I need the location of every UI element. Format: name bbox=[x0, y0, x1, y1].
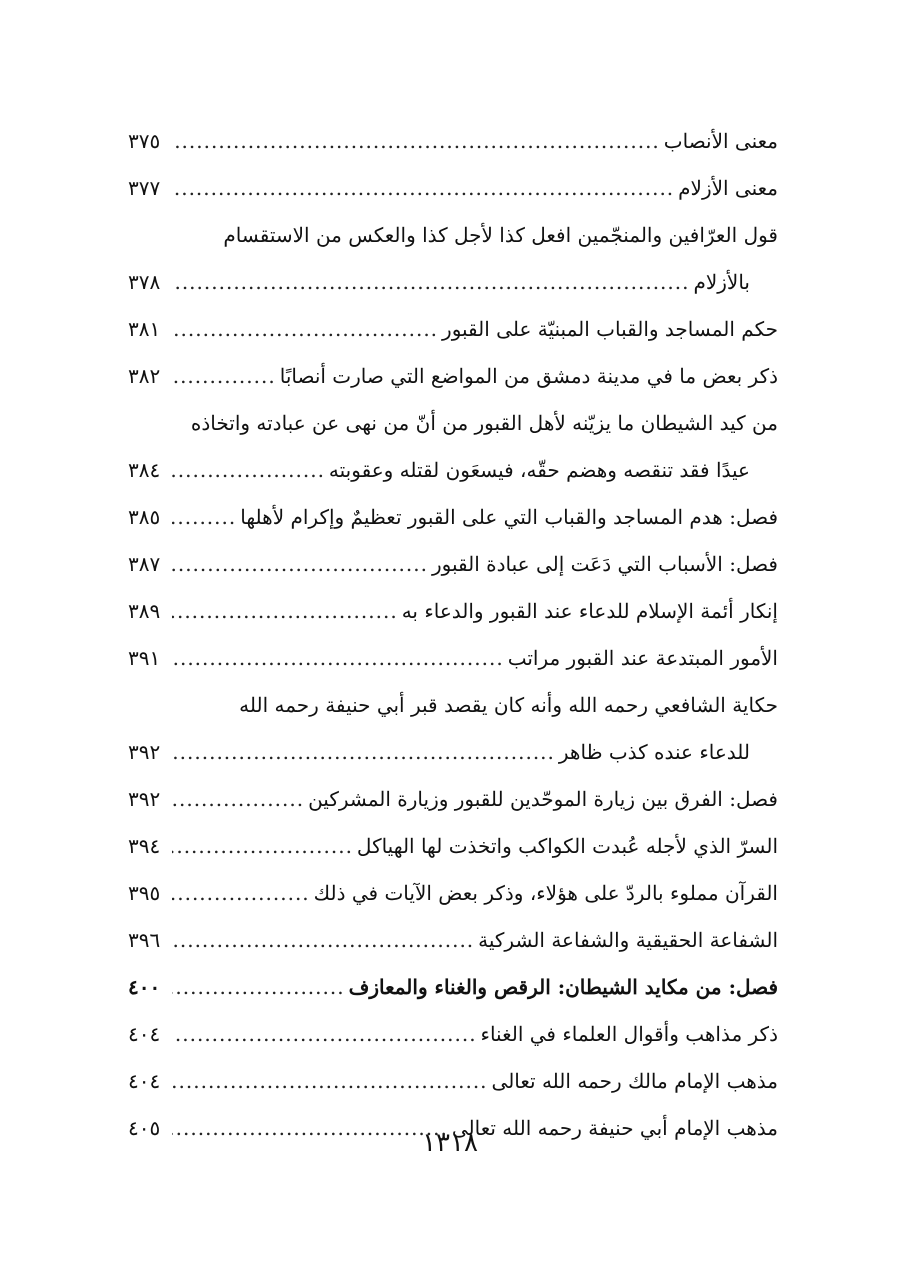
toc-entry-line bbox=[128, 682, 778, 729]
toc-entry-page: ٤٠٥ bbox=[128, 1116, 161, 1140]
toc-entry-title: للدعاء عنده كذب ظاهر bbox=[558, 740, 750, 764]
dot-leader bbox=[172, 917, 478, 964]
toc-entry-title: فصل: الفرق بين زيارة الموحّدين للقبور وزيارة المشركين bbox=[308, 787, 778, 811]
toc-entry-title: ذكر بعض ما في مدينة دمشق من المواضع التي صارت أنصابًا bbox=[279, 364, 778, 388]
toc-entry-page: ٤٠٤ bbox=[128, 1022, 161, 1046]
toc-entry bbox=[128, 541, 778, 588]
toc-entry bbox=[128, 917, 778, 964]
toc-entry-line bbox=[128, 870, 778, 917]
toc-entry-page: ٣٧٨ bbox=[128, 270, 161, 294]
dot-leader bbox=[172, 635, 508, 682]
toc-entry-line bbox=[128, 1058, 778, 1105]
toc-entry-line bbox=[128, 964, 778, 1011]
toc-entry-title: معنى الأزلام bbox=[678, 176, 778, 200]
toc-entry bbox=[128, 1058, 778, 1105]
toc-entry-line bbox=[128, 353, 778, 400]
toc-entry-line bbox=[128, 776, 778, 823]
toc-entry-line bbox=[128, 212, 778, 259]
toc-entry-page: ٣٨٢ bbox=[128, 364, 161, 388]
toc-entry-title: السرّ الذي لأجله عُبدت الكواكب واتخذت لها الهياكل bbox=[356, 834, 778, 858]
toc-entry-page: ٣٩٢ bbox=[128, 740, 161, 764]
toc-entry-title: حكاية الشافعي رحمه الله وأنه كان يقصد قبر أبي حنيفة رحمه الله bbox=[239, 693, 778, 717]
toc-entry-page: ٣٧٧ bbox=[128, 176, 161, 200]
toc-entry-title: القرآن مملوء بالردّ على هؤلاء، وذكر بعض الآيات في ذلك bbox=[313, 881, 778, 905]
toc-entry-line bbox=[128, 165, 778, 212]
dot-leader bbox=[172, 964, 349, 1011]
toc-entry-line bbox=[128, 259, 778, 306]
toc-entry bbox=[128, 165, 778, 212]
toc-entry-page: ٣٩٤ bbox=[128, 834, 161, 858]
dot-leader bbox=[172, 447, 329, 494]
dot-leader bbox=[172, 306, 442, 353]
toc-entry-title: مذهب الإمام مالك رحمه الله تعالى bbox=[491, 1069, 778, 1093]
toc-entry-page: ٣٩٢ bbox=[128, 787, 161, 811]
toc-entry-line bbox=[128, 588, 778, 635]
dot-leader bbox=[172, 353, 280, 400]
toc-entry-line bbox=[128, 306, 778, 353]
toc-entry bbox=[128, 682, 778, 776]
toc-entry-title: قول العرّافين والمنجّمين افعل كذا لأجل كذا والعكس من الاستقسام bbox=[223, 223, 778, 247]
toc-entry bbox=[128, 118, 778, 165]
toc-entry-title: بالأزلام bbox=[693, 270, 750, 294]
toc-entry-line bbox=[128, 400, 778, 447]
dot-leader bbox=[172, 541, 432, 588]
dot-leader bbox=[172, 776, 308, 823]
toc-entry-title: من كيد الشيطان ما يزيّنه لأهل القبور من أنّ من نهى عن عبادته واتخاذه bbox=[190, 411, 778, 435]
toc-entry bbox=[128, 964, 778, 1011]
toc-entry-line bbox=[128, 118, 778, 165]
toc-entry-line bbox=[128, 447, 778, 494]
toc-entry bbox=[128, 212, 778, 306]
toc-entry bbox=[128, 1011, 778, 1058]
dot-leader bbox=[172, 870, 314, 917]
toc-entry-page: ٣٨٥ bbox=[128, 505, 161, 529]
toc-entry-title: فصل: من مكايد الشيطان: الرقص والغناء والمعازف bbox=[348, 975, 778, 999]
toc-entry-title: الأمور المبتدعة عند القبور مراتب bbox=[507, 646, 778, 670]
toc-entry-title: فصل: هدم المساجد والقباب التي على القبور تعظيمٌ وإكرام لأهلها bbox=[240, 505, 778, 529]
toc-entry-title: الشفاعة الحقيقية والشفاعة الشركية bbox=[478, 928, 778, 952]
toc-entry bbox=[128, 400, 778, 494]
toc-entry-line bbox=[128, 541, 778, 588]
toc-entry-page: ٤٠٤ bbox=[128, 1069, 161, 1093]
toc-entry-line bbox=[128, 494, 778, 541]
toc-entry-line bbox=[128, 917, 778, 964]
dot-leader bbox=[172, 1011, 481, 1058]
toc-entry bbox=[128, 306, 778, 353]
toc-entry bbox=[128, 776, 778, 823]
table-of-contents bbox=[128, 118, 778, 1152]
toc-entry-title: ذكر مذاهب وأقوال العلماء في الغناء bbox=[480, 1022, 778, 1046]
dot-leader bbox=[172, 165, 678, 212]
dot-leader bbox=[172, 494, 240, 541]
toc-entry-title: معنى الأنصاب bbox=[663, 129, 778, 153]
toc-entry-page: ٣٧٥ bbox=[128, 129, 161, 153]
toc-entry-title: فصل: الأسباب التي دَعَت إلى عبادة القبور bbox=[431, 552, 778, 576]
toc-entry-line bbox=[128, 823, 778, 870]
toc-entry-page: ٣٩٥ bbox=[128, 881, 161, 905]
toc-entry-line bbox=[128, 635, 778, 682]
toc-entry-line bbox=[128, 729, 778, 776]
toc-entry-page: ٣٨٧ bbox=[128, 552, 161, 576]
dot-leader bbox=[172, 588, 402, 635]
page-number: ١٣١٨ bbox=[422, 1128, 478, 1158]
toc-entry-title: إنكار أئمة الإسلام للدعاء عند القبور والدعاء به bbox=[401, 599, 778, 623]
toc-entry-title: مذهب الإمام أبي حنيفة رحمه الله تعالى bbox=[451, 1116, 778, 1140]
toc-entry bbox=[128, 494, 778, 541]
toc-entry-page: ٤٠٠ bbox=[128, 975, 161, 999]
toc-entry-title: حكم المساجد والقباب المبنيّة على القبور bbox=[442, 317, 778, 341]
toc-entry-page: ٣٩١ bbox=[128, 646, 161, 670]
dot-leader bbox=[172, 823, 357, 870]
toc-entry bbox=[128, 353, 778, 400]
toc-entry-page: ٣٨١ bbox=[128, 317, 161, 341]
dot-leader bbox=[172, 259, 693, 306]
toc-entry-title: عيدًا فقد تنقصه وهضم حقّه، فيسعَون لقتله وعقوبته bbox=[328, 458, 750, 482]
dot-leader bbox=[172, 1058, 492, 1105]
toc-entry-page: ٣٨٤ bbox=[128, 458, 161, 482]
toc-entry-page: ٣٩٦ bbox=[128, 928, 161, 952]
dot-leader bbox=[172, 118, 664, 165]
toc-entry-page: ٣٨٩ bbox=[128, 599, 161, 623]
toc-entry bbox=[128, 588, 778, 635]
toc-entry-line bbox=[128, 1011, 778, 1058]
toc-entry bbox=[128, 823, 778, 870]
toc-entry bbox=[128, 870, 778, 917]
toc-entry bbox=[128, 635, 778, 682]
dot-leader bbox=[172, 729, 559, 776]
